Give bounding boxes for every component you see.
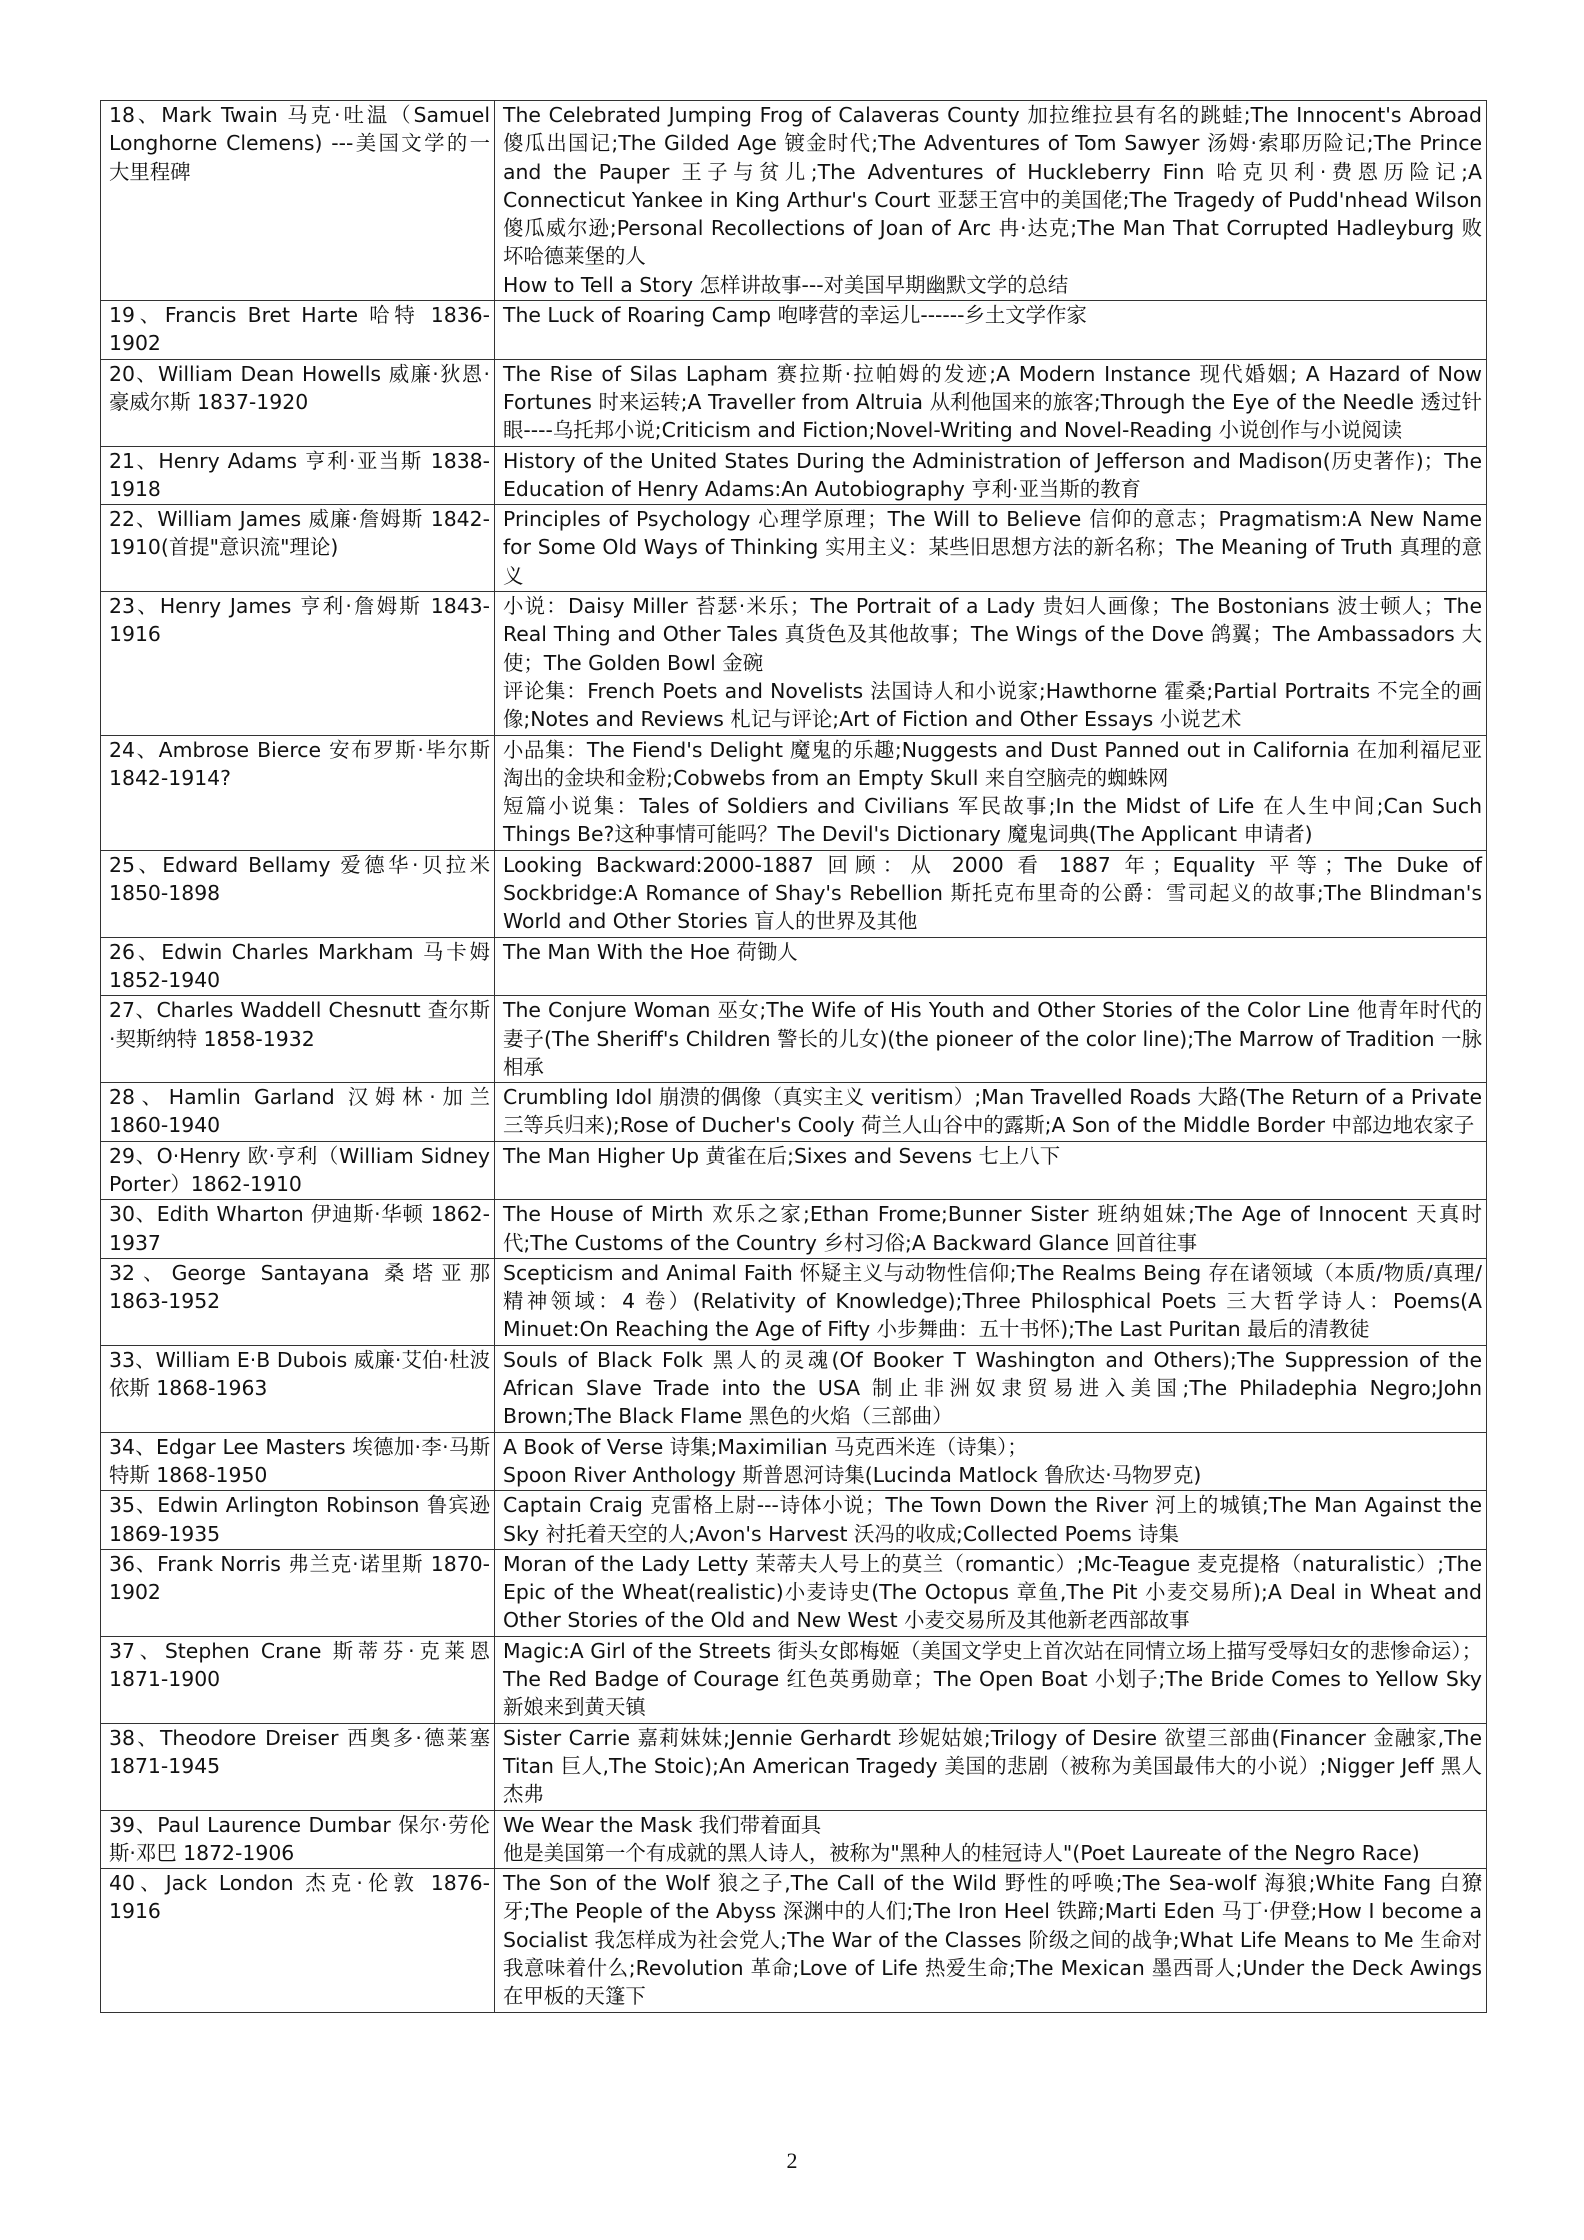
works-paragraph: Spoon River Anthology 斯普恩河诗集(Lucinda Matlock 鲁欣达·马物罗克) <box>503 1462 1202 1487</box>
works-cell <box>495 1083 1487 1142</box>
works-cell <box>495 505 1487 592</box>
table-row <box>101 1549 1487 1636</box>
works-cell <box>495 301 1487 360</box>
table-row <box>101 101 1487 301</box>
works-paragraph: Magic:A Girl of the Streets 街头女郎梅姬（美国文学史上首次站在同情立场上描写受辱妇女的悲惨命运）；The Red Badge of Courage 红色英勇勋章；The Open Boat 小划子;The Bride Comes to Yellow Sky 新娘来到黄天镇 <box>503 1638 1482 1720</box>
works-cell <box>495 1345 1487 1432</box>
author-cell: 29、O·Henry 欧·亨利（William Sidney Porter）1862-1910 <box>101 1141 495 1200</box>
works-paragraph: The Luck of Roaring Camp 咆哮营的幸运儿------乡土文学作家 <box>503 303 1087 328</box>
works-paragraph: A Book of Verse 诗集;Maximilian 马克西米连（诗集）； <box>503 1434 1028 1459</box>
author-cell: 23、Henry James 亨利·詹姆斯 1843-1916 <box>101 592 495 735</box>
works-paragraph: The House of Mirth 欢乐之家;Ethan Frome;Bunner Sister 班纳姐妹;The Age of Innocent 天真时代;The Customs of the Country 乡村习俗;A Backward Glance 回首往事 <box>503 1202 1482 1255</box>
works-paragraph: Principles of Psychology 心理学原理；The Will to Believe 信仰的意志；Pragmatism:A New Name for Some Old Ways of Thinking 实用主义：某些旧思想方法的新名称；The Meaning of Truth 真理的意义 <box>503 507 1482 588</box>
works-cell <box>495 1141 1487 1200</box>
table-row <box>101 359 1487 446</box>
page-number: 2 <box>786 2148 798 2173</box>
table-row <box>101 1810 1487 1869</box>
table-row <box>101 592 1487 735</box>
author-cell: 28、Hamlin Garland 汉姆林·加兰 1860-1940 <box>101 1083 495 1142</box>
works-cell <box>495 101 1487 301</box>
works-cell <box>495 735 1487 850</box>
works-paragraph: The Rise of Silas Lapham 赛拉斯·拉帕姆的发迹;A Modern Instance 现代婚姻; A Hazard of Now Fortunes 时来运转;A Traveller from Altruia 从利他国来的旅客;Through the Eye of the Needle 透过针眼----乌托邦小说;Criticism and Fiction;Novel-Writing and Novel-Reading 小说创作与小说阅读 <box>503 361 1482 443</box>
table-row <box>101 1491 1487 1550</box>
table-row <box>101 1345 1487 1432</box>
author-cell: 25、Edward Bellamy 爱德华·贝拉米 1850-1898 <box>101 850 495 937</box>
works-paragraph: The Conjure Woman 巫女;The Wife of His Youth and Other Stories of the Color Line 他青年时代的妻子(The Sheriff's Children 警长的儿女)(the pioneer of the color line);The Marrow of Tradition 一脉相承 <box>503 998 1482 1079</box>
works-cell <box>495 446 1487 505</box>
works-paragraph: 他是美国第一个有成就的黑人诗人，被称为"黑种人的桂冠诗人"(Poet Laureate of the Negro Race) <box>503 1840 1420 1865</box>
works-paragraph: We Wear the Mask 我们带着面具 <box>503 1812 822 1837</box>
table-row <box>101 1869 1487 2012</box>
author-cell: 32、George Santayana 桑塔亚那 1863-1952 <box>101 1258 495 1345</box>
author-cell: 26、Edwin Charles Markham 马卡姆 1852-1940 <box>101 937 495 996</box>
table-row <box>101 1636 1487 1723</box>
author-cell: 39、Paul Laurence Dumbar 保尔·劳伦斯·邓巴 1872-1906 <box>101 1810 495 1869</box>
author-cell: 37、Stephen Crane 斯蒂芬·克莱恩 1871-1900 <box>101 1636 495 1723</box>
works-cell <box>495 592 1487 735</box>
works-cell <box>495 1549 1487 1636</box>
author-cell: 33、William E·B Dubois 威廉·艾伯·杜波依斯 1868-1963 <box>101 1345 495 1432</box>
works-paragraph: The Son of the Wolf 狼之子,The Call of the Wild 野性的呼唤;The Sea-wolf 海狼;White Fang 白獠牙;The People of the Abyss 深渊中的人们;The Iron Heel 铁蹄;Marti Eden 马丁·伊登;How I become a Socialist 我怎样成为社会党人;The War of the Classes 阶级之间的战争;What Life Means to Me 生命对我意味着什么;Revolution 革命;Love of Life 热爱生命;The Mexican 墨西哥人;Under the Deck Awings 在甲板的天篷下 <box>503 1871 1482 2009</box>
author-cell: 35、Edwin Arlington Robinson 鲁宾逊 1869-1935 <box>101 1491 495 1550</box>
author-cell: 27、Charles Waddell Chesnutt 查尔斯·契斯纳特 1858-1932 <box>101 996 495 1083</box>
works-paragraph: Sister Carrie 嘉莉妹妹;Jennie Gerhardt 珍妮姑娘;Trilogy of Desire 欲望三部曲(Financer 金融家,The Titan 巨人,The Stoic);An American Tragedy 美国的悲剧（被称为美国最伟大的小说）;Nigger Jeff 黑人杰弗 <box>503 1725 1482 1807</box>
works-paragraph: Captain Craig 克雷格上尉---诗体小说；The Town Down the River 河上的城镇;The Man Against the Sky 衬托着天空的人;Avon's Harvest 沃冯的收成;Collected Poems 诗集 <box>503 1493 1482 1546</box>
author-cell: 40、Jack London 杰克·伦敦 1876-1916 <box>101 1869 495 2012</box>
works-paragraph: Looking Backward:2000-1887 回顾：从 2000 看 1887 年；Equality 平等；The Duke of Sockbridge:A Romance of Shay's Rebellion 斯托克布里奇的公爵：雪司起义的故事;The Blindman's World and Other Stories 盲人的世界及其他 <box>503 852 1482 934</box>
works-cell <box>495 359 1487 446</box>
works-cell <box>495 1432 1487 1491</box>
works-cell <box>495 850 1487 937</box>
author-cell: 24、Ambrose Bierce 安布罗斯·毕尔斯 1842-1914? <box>101 735 495 850</box>
works-cell <box>495 996 1487 1083</box>
works-paragraph: 评论集：French Poets and Novelists 法国诗人和小说家;Hawthorne 霍桑;Partial Portraits 不完全的画像;Notes and Reviews 札记与评论;Art of Fiction and Other Essays 小说艺术 <box>503 678 1482 732</box>
works-paragraph: History of the United States During the Administration of Jefferson and Madison(历史著作)；The Education of Henry Adams:An Autobiography 亨利·亚当斯的教育 <box>503 448 1482 501</box>
author-cell: 36、Frank Norris 弗兰克·诺里斯 1870-1902 <box>101 1549 495 1636</box>
table-row <box>101 735 1487 850</box>
author-cell: 20、William Dean Howells 威廉·狄恩·豪威尔斯 1837-1920 <box>101 359 495 446</box>
author-cell: 30、Edith Wharton 伊迪斯·华顿 1862-1937 <box>101 1200 495 1259</box>
table-row <box>101 1258 1487 1345</box>
author-cell: 21、Henry Adams 亨利·亚当斯 1838-1918 <box>101 446 495 505</box>
works-paragraph: The Man With the Hoe 荷锄人 <box>503 939 798 964</box>
works-cell <box>495 1200 1487 1259</box>
works-paragraph: Scepticism and Animal Faith 怀疑主义与动物性信仰;The Realms Being 存在诸领域（本质/物质/真理/精神领域：4 卷）(Relativity of Knowledge);Three Philosphical Poets 三大哲学诗人：Poems(A Minuet:On Reaching the Age of Fifty 小步舞曲：五十书怀);The Last Puritan 最后的清教徒 <box>503 1260 1482 1342</box>
table-body <box>101 101 1487 2013</box>
author-cell: 19、Francis Bret Harte 哈特 1836-1902 <box>101 301 495 360</box>
works-paragraph: Moran of the Lady Letty 茉蒂夫人号上的莫兰（romantic）;Mc-Teague 麦克提格（naturalistic）;The Epic of the Wheat(realistic)小麦诗史(The Octopus 章鱼,The Pit 小麦交易所);A Deal in Wheat and Other Stories of the Old and New West 小麦交易所及其他新老西部故事 <box>503 1551 1482 1633</box>
works-cell <box>495 1636 1487 1723</box>
works-cell <box>495 1258 1487 1345</box>
table-row <box>101 1432 1487 1491</box>
table-row <box>101 1200 1487 1259</box>
table-row <box>101 505 1487 592</box>
table-row <box>101 937 1487 996</box>
works-paragraph: Crumbling Idol 崩溃的偶像（真实主义 veritism）;Man Travelled Roads 大路(The Return of a Private 三等兵归来);Rose of Ducher's Cooly 荷兰人山谷中的露斯;A Son of the Middle Border 中部边地农家子 <box>503 1085 1482 1138</box>
author-cell: 18、Mark Twain 马克·吐温（Samuel Longhorne Clemens) ---美国文学的一大里程碑 <box>101 101 495 301</box>
works-paragraph: The Celebrated Jumping Frog of Calaveras County 加拉维拉县有名的跳蛙;The Innocent's Abroad 傻瓜出国记;The Gilded Age 镀金时代;The Adventures of Tom Sawyer 汤姆·索耶历险记;The Prince and the Pauper 王子与贫儿;The Adventures of Huckleberry Finn 哈克贝利·费恩历险记;A Connecticut Yankee in King Arthur's Court 亚瑟王宫中的美国佬;The Tragedy of Pudd'nhead Wilson 傻瓜威尔逊;Personal Recollections of Joan of Arc 冉·达克;The Man That Corrupted Hadleyburg 败坏哈德莱堡的人 <box>503 103 1482 269</box>
works-cell <box>495 1723 1487 1810</box>
table-row <box>101 446 1487 505</box>
author-cell: 38、Theodore Dreiser 西奥多·德莱塞 1871-1945 <box>101 1723 495 1810</box>
table-row <box>101 301 1487 360</box>
works-paragraph: How to Tell a Story 怎样讲故事---对美国早期幽默文学的总结 <box>503 272 1069 297</box>
works-cell <box>495 1869 1487 2012</box>
works-paragraph: Souls of Black Folk 黑人的灵魂(Of Booker T Washington and Others);The Suppression of the African Slave Trade into the USA 制止非洲奴隶贸易进入美国;The Philadephia Negro;John Brown;The Black Flame 黑色的火焰（三部曲） <box>503 1347 1482 1429</box>
works-cell <box>495 1491 1487 1550</box>
works-cell <box>495 1810 1487 1869</box>
table-row <box>101 850 1487 937</box>
works-paragraph: 小说：Daisy Miller 苔瑟·米乐；The Portrait of a Lady 贵妇人画像；The Bostonians 波士顿人；The Real Thing and Other Tales 真货色及其他故事；The Wings of the Dove 鸽翼；The Ambassadors 大使；The Golden Bowl 金碗 <box>503 594 1482 675</box>
table-row <box>101 1083 1487 1142</box>
table-row <box>101 1723 1487 1810</box>
works-paragraph: 短篇小说集：Tales of Soldiers and Civilians 军民故事;In the Midst of Life 在人生中间;Can Such Things Be?这种事情可能吗？The Devil's Dictionary 魔鬼词典(The Applicant 申请者) <box>503 794 1482 847</box>
works-paragraph: 小品集：The Fiend's Delight 魔鬼的乐趣;Nuggests and Dust Panned out in California 在加利福尼亚淘出的金块和金粉;Cobwebs from an Empty Skull 来自空脑壳的蜘蛛网 <box>503 737 1482 790</box>
author-cell: 34、Edgar Lee Masters 埃德加·李·马斯特斯 1868-1950 <box>101 1432 495 1491</box>
works-paragraph: The Man Higher Up 黄雀在后;Sixes and Sevens 七上八下 <box>503 1143 1061 1168</box>
authors-table <box>100 100 1487 2013</box>
table-row <box>101 1141 1487 1200</box>
works-cell <box>495 937 1487 996</box>
table-row <box>101 996 1487 1083</box>
author-cell: 22、William James 威廉·詹姆斯 1842-1910(首提"意识流"理论) <box>101 505 495 592</box>
